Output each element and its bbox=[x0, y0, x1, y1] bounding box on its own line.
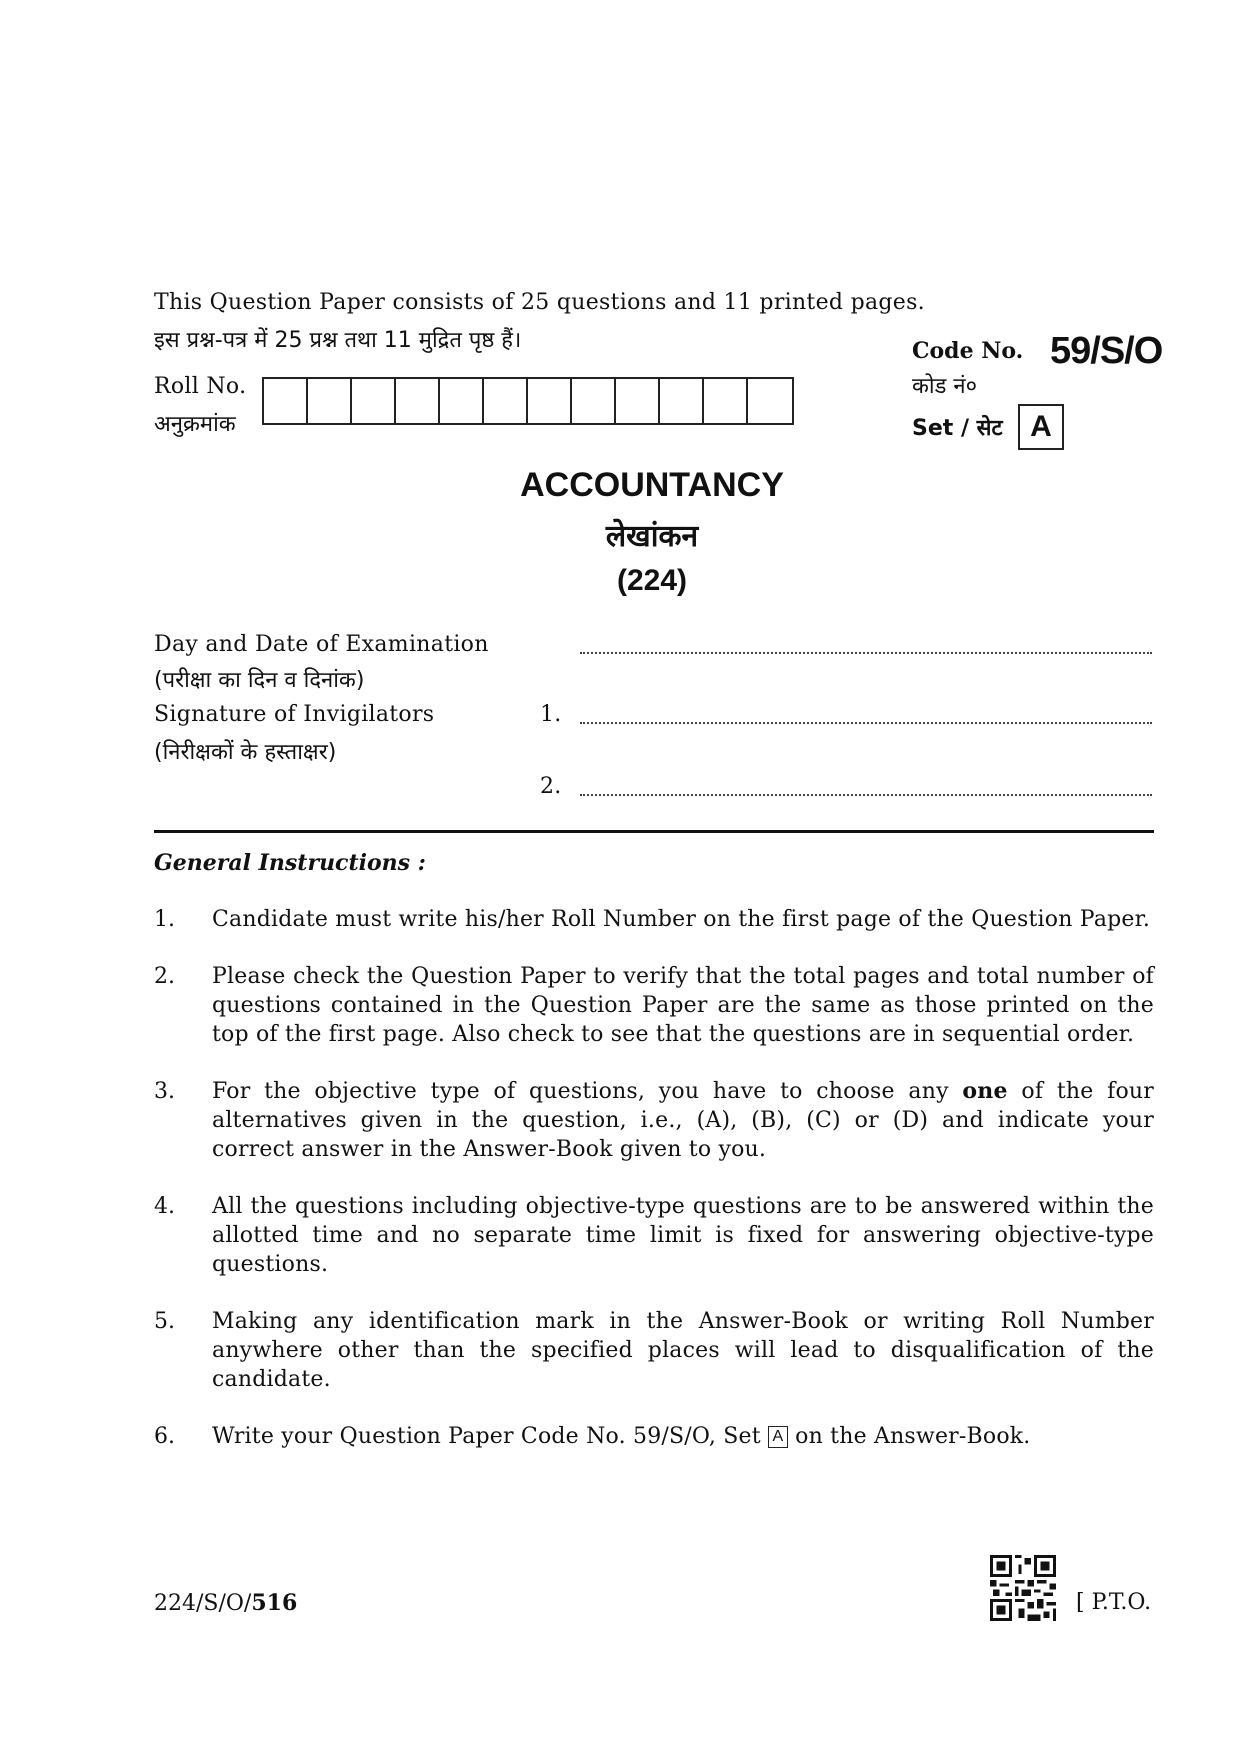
subject-code: (224) bbox=[616, 564, 688, 597]
set-value: A bbox=[1030, 410, 1052, 443]
roll-number-box[interactable] bbox=[484, 379, 528, 423]
instruction-number: 6. bbox=[154, 1424, 175, 1449]
roll-number-box[interactable] bbox=[440, 379, 484, 423]
instruction-number: 3. bbox=[154, 1079, 175, 1104]
roll-number-box[interactable] bbox=[616, 379, 660, 423]
exam-date-label: Day and Date of Examination bbox=[154, 632, 489, 657]
set-label: Set / सेट bbox=[912, 416, 1003, 441]
roll-number-box[interactable] bbox=[308, 379, 352, 423]
instructions-list bbox=[154, 905, 1154, 1479]
instruction-text: Please check the Question Paper to verify that the total pages and total number of questions contained in the Question Paper are the same as those printed on the top of the first page. Also check to see that the questions are in sequential order. bbox=[212, 964, 1154, 1047]
footer-code-bold: 516 bbox=[251, 1590, 298, 1616]
exam-date-field[interactable] bbox=[580, 652, 1152, 654]
instruction-item bbox=[154, 1307, 1154, 1394]
pages-info-english: This Question Paper consists of 25 questions and 11 printed pages. bbox=[154, 290, 925, 315]
instruction-text-part: on the Answer-Book. bbox=[787, 1424, 1031, 1449]
signature-line-1[interactable] bbox=[580, 722, 1152, 724]
instruction-item bbox=[154, 1192, 1154, 1279]
footer-code-prefix: 224/S/O/ bbox=[154, 1591, 252, 1616]
roll-number-box[interactable] bbox=[528, 379, 572, 423]
instruction-text: Candidate must write his/her Roll Number on the first page of the Question Paper. bbox=[212, 907, 1151, 932]
signature-line-2[interactable] bbox=[580, 794, 1152, 796]
instruction-number: 2. bbox=[154, 964, 175, 989]
instruction-text bbox=[212, 1422, 1154, 1451]
instruction-item bbox=[154, 1077, 1154, 1164]
please-turn-over: [ P.T.O. bbox=[1076, 1590, 1152, 1615]
roll-number-box[interactable] bbox=[572, 379, 616, 423]
code-no-label: Code No. bbox=[912, 338, 1024, 364]
set-box bbox=[1018, 404, 1064, 450]
signature-line-1-number: 1. bbox=[540, 702, 562, 727]
instruction-text bbox=[212, 1077, 1154, 1164]
invigilator-signature-label: Signature of Invigilators bbox=[154, 702, 435, 727]
roll-number-box[interactable] bbox=[352, 379, 396, 423]
instruction-number: 5. bbox=[154, 1309, 175, 1334]
subject-title: ACCOUNTANCY bbox=[520, 466, 784, 504]
paper-code-footer bbox=[154, 1590, 297, 1616]
roll-number-box[interactable] bbox=[704, 379, 748, 423]
roll-number-box[interactable] bbox=[660, 379, 704, 423]
instruction-item bbox=[154, 962, 1154, 1049]
pages-info-hindi: इस प्रश्न-पत्र में 25 प्रश्न तथा 11 मुद्रित पृष्ठ हैं। bbox=[154, 328, 522, 353]
roll-no-label: Roll No. bbox=[154, 374, 247, 399]
general-instructions-heading: General Instructions : bbox=[154, 850, 426, 876]
instruction-item bbox=[154, 1422, 1154, 1451]
instruction-text-part: For the objective type of questions, you have to choose any bbox=[212, 1079, 963, 1104]
invigilator-signature-label-hindi: (निरीक्षकों के हस्ताक्षर) bbox=[154, 740, 337, 765]
horizontal-divider bbox=[154, 830, 1154, 833]
roll-no-label-hindi: अनुक्रमांक bbox=[154, 412, 236, 437]
instruction-emphasis: one bbox=[962, 1078, 1008, 1104]
code-no-label-hindi: कोड नं० bbox=[912, 374, 978, 399]
instruction-number: 1. bbox=[154, 907, 175, 932]
roll-number-box[interactable] bbox=[264, 379, 308, 423]
roll-number-boxes[interactable] bbox=[262, 377, 794, 425]
instruction-number: 4. bbox=[154, 1194, 175, 1219]
roll-number-box[interactable] bbox=[396, 379, 440, 423]
instruction-text: All the questions including objective-type questions are to be answered within the allotted time and no separate time limit is fixed for answering objective-type questions. bbox=[212, 1194, 1154, 1277]
roll-number-box[interactable] bbox=[748, 379, 792, 423]
instruction-text: Making any identification mark in the Answer-Book or writing Roll Number anywhere other than the specified places will lead to disqualification of the candidate. bbox=[212, 1309, 1154, 1392]
instruction-text-part: of the four alternatives given in the question, i.e., (A), (B), (C) or (D) and indicate your correct answer in the Answer-Book given to you. bbox=[212, 1079, 1155, 1162]
exam-date-label-hindi: (परीक्षा का दिन व दिनांक) bbox=[154, 668, 365, 693]
instruction-text-part: Write your Question Paper Code No. 59/S/O, Set bbox=[212, 1424, 768, 1449]
qr-code-icon bbox=[990, 1555, 1056, 1621]
signature-line-2-number: 2. bbox=[540, 774, 562, 799]
instruction-item bbox=[154, 905, 1154, 934]
set-inline-box: A bbox=[768, 1426, 788, 1448]
code-number: 59/S/O bbox=[1050, 330, 1163, 372]
subject-title-hindi: लेखांकन bbox=[605, 519, 699, 554]
